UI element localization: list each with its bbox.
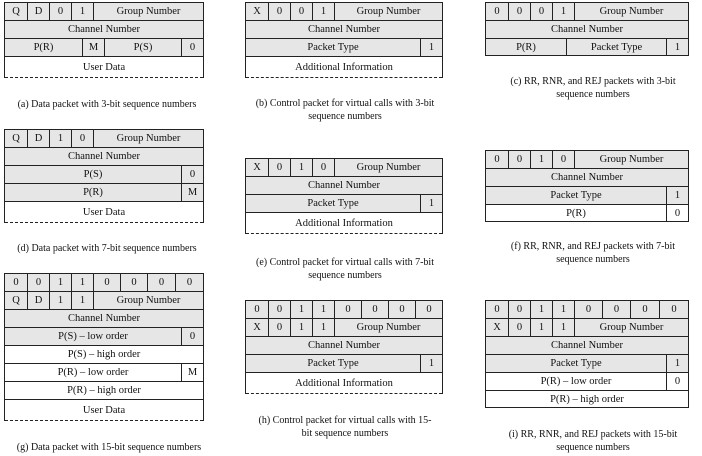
bit-cell: 0 bbox=[254, 304, 260, 315]
group-number-cell: Group Number bbox=[93, 3, 203, 20]
bit-cell: 0 bbox=[388, 301, 415, 318]
channel-number-cell: Channel Number bbox=[67, 24, 141, 35]
bit-cell: 0 bbox=[630, 301, 659, 318]
bit-cell: 1 bbox=[71, 274, 93, 291]
bit-cell: 0 bbox=[552, 151, 574, 168]
group-number-cell: Group Number bbox=[574, 319, 688, 336]
caption-line: (h) Control packet for virtual calls with 15- bbox=[258, 415, 432, 426]
bit-cell: 0 bbox=[71, 130, 93, 147]
header-row bbox=[5, 129, 203, 147]
bit-cell: 0 bbox=[494, 304, 500, 315]
user-data-row bbox=[5, 399, 203, 421]
bit-cell: X bbox=[253, 6, 261, 17]
pr-cell: P(R) bbox=[83, 187, 103, 198]
bit-cell: 0 bbox=[93, 274, 120, 291]
group-number-cell: Group Number bbox=[574, 3, 688, 20]
header-row bbox=[5, 291, 203, 309]
pr-high-row bbox=[5, 381, 203, 399]
bit-cell: 1 bbox=[666, 187, 688, 204]
additional-info-cell: Additional Information bbox=[295, 377, 393, 389]
caption-line: sequence numbers bbox=[308, 111, 382, 122]
pr-low-row bbox=[5, 363, 203, 381]
packet-e bbox=[245, 158, 443, 234]
pr-cell: P(R) bbox=[566, 207, 586, 219]
ps-high-row bbox=[5, 345, 203, 363]
bit-cell: 0 bbox=[666, 373, 688, 390]
ps-high-cell: P(S) – high order bbox=[67, 349, 141, 360]
bit-cell: 1 bbox=[666, 39, 688, 55]
packet-h bbox=[245, 300, 443, 394]
bit-cell: 0 bbox=[27, 274, 49, 291]
header-row bbox=[486, 150, 688, 168]
bit-cell: 1 bbox=[49, 292, 71, 309]
bit-cell: 1 bbox=[71, 3, 93, 20]
bit-cell: 1 bbox=[552, 319, 574, 336]
bit-cell: 0 bbox=[494, 6, 500, 17]
channel-row bbox=[246, 176, 442, 194]
caption-g: (g) Data packet with 15-bit sequence numbers bbox=[16, 442, 202, 453]
bit-cell: 1 bbox=[49, 130, 71, 147]
header-row bbox=[486, 2, 688, 20]
bit-cell: 0 bbox=[181, 328, 203, 345]
bit-cell: 1 bbox=[312, 319, 334, 336]
bit-cell: 0 bbox=[508, 3, 530, 20]
bit-cell: 0 bbox=[494, 154, 500, 165]
bit-cell: 0 bbox=[574, 301, 602, 318]
packet-type-cell: Packet Type bbox=[307, 42, 359, 53]
pr-row bbox=[5, 183, 203, 201]
pr-high-cell: P(R) – high order bbox=[67, 385, 141, 396]
bit-cell: 0 bbox=[508, 319, 530, 336]
caption-h bbox=[240, 414, 450, 440]
ps-cell: P(S) bbox=[83, 169, 103, 180]
bit-cell: 0 bbox=[175, 274, 203, 291]
extended-format-row bbox=[486, 300, 688, 318]
bit-cell: 0 bbox=[508, 151, 530, 168]
channel-number-cell: Channel Number bbox=[550, 24, 624, 35]
bit-cell: Q bbox=[12, 133, 20, 144]
caption-line: sequence numbers bbox=[556, 254, 630, 265]
bit-cell: 1 bbox=[530, 151, 552, 168]
caption-line: (i) RR, RNR, and REJ packets with 15-bit bbox=[508, 429, 678, 440]
group-number-cell: Group Number bbox=[334, 159, 442, 176]
group-number-cell: Group Number bbox=[574, 151, 688, 168]
bit-cell: 0 bbox=[49, 3, 71, 20]
bit-cell: 0 bbox=[181, 39, 203, 56]
caption-f bbox=[488, 240, 698, 266]
packet-type-cell: Packet Type bbox=[307, 198, 359, 209]
packet-c bbox=[485, 2, 689, 56]
caption-line: sequence numbers bbox=[308, 270, 382, 281]
bit-cell: 0 bbox=[181, 166, 203, 183]
group-number-cell: Group Number bbox=[93, 292, 203, 309]
pr-cell: P(R) bbox=[516, 41, 536, 53]
packet-d bbox=[4, 129, 204, 223]
packet-type-row bbox=[486, 186, 688, 204]
channel-row bbox=[486, 20, 688, 38]
caption-line: (c) RR, RNR, and REJ packets with 3-bit bbox=[510, 76, 676, 87]
header-row bbox=[246, 2, 442, 20]
packet-a bbox=[4, 2, 204, 78]
channel-number-cell: Channel Number bbox=[550, 172, 624, 183]
bit-cell: 0 bbox=[659, 301, 688, 318]
channel-row bbox=[5, 147, 203, 165]
more-bit-cell: M bbox=[82, 39, 104, 56]
header-row bbox=[5, 2, 203, 20]
caption-line: bit sequence numbers bbox=[301, 428, 389, 439]
pr-high-row bbox=[486, 390, 688, 408]
bit-cell: Q bbox=[12, 295, 20, 306]
bit-cell: 1 bbox=[290, 319, 312, 336]
bit-cell: 0 bbox=[415, 301, 442, 318]
bit-cell: X bbox=[253, 162, 261, 173]
pr-low-cell: P(R) – low order bbox=[57, 367, 129, 378]
bit-cell: X bbox=[493, 322, 501, 333]
ps-low-cell: P(S) – low order bbox=[58, 331, 128, 342]
pr-low-row bbox=[486, 372, 688, 390]
bit-cell: 0 bbox=[602, 301, 630, 318]
packet-f bbox=[485, 150, 689, 222]
pr-row bbox=[486, 204, 688, 222]
additional-info-row bbox=[246, 372, 442, 394]
bit-cell: 1 bbox=[552, 301, 574, 318]
bit-cell: 0 bbox=[666, 205, 688, 221]
bit-cell: 0 bbox=[290, 3, 312, 20]
packet-b bbox=[245, 2, 443, 78]
bit-cell: X bbox=[253, 322, 261, 333]
user-data-cell: User Data bbox=[82, 61, 126, 73]
pr-type-row bbox=[486, 38, 688, 56]
caption-b bbox=[240, 97, 450, 123]
channel-row bbox=[486, 336, 688, 354]
caption-e bbox=[240, 256, 450, 282]
packet-type-row bbox=[246, 38, 442, 56]
bit-cell: 1 bbox=[49, 274, 71, 291]
channel-row bbox=[246, 336, 442, 354]
caption-line: (e) Control packet for virtual calls with 7-bit bbox=[255, 257, 434, 268]
bit-cell: 0 bbox=[268, 3, 290, 20]
packet-type-cell: Packet Type bbox=[307, 358, 359, 369]
bit-cell: 1 bbox=[290, 159, 312, 176]
channel-number-cell: Channel Number bbox=[67, 313, 141, 324]
packet-type-row bbox=[246, 354, 442, 372]
bit-cell: 0 bbox=[147, 274, 175, 291]
header-row bbox=[246, 158, 442, 176]
caption-c bbox=[488, 75, 698, 101]
channel-number-cell: Channel Number bbox=[307, 180, 381, 191]
channel-row bbox=[246, 20, 442, 38]
bit-cell: 1 bbox=[530, 301, 552, 318]
bit-cell: 0 bbox=[334, 301, 361, 318]
bit-cell: 1 bbox=[420, 39, 442, 56]
caption-a: (a) Data packet with 3-bit sequence numbers bbox=[17, 99, 197, 110]
header-row bbox=[486, 318, 688, 336]
user-data-row bbox=[5, 201, 203, 223]
pr-cell: P(R) bbox=[33, 42, 54, 53]
bit-cell: D bbox=[27, 130, 49, 147]
bit-cell: 0 bbox=[268, 319, 290, 336]
ps-low-row bbox=[5, 327, 203, 345]
packet-g bbox=[4, 273, 204, 421]
bit-cell: 1 bbox=[420, 355, 442, 372]
bit-cell: 0 bbox=[361, 301, 388, 318]
caption-line: sequence numbers bbox=[556, 442, 630, 453]
bit-cell: 0 bbox=[268, 301, 290, 318]
bit-cell: 0 bbox=[120, 274, 147, 291]
packet-type-row bbox=[246, 194, 442, 212]
channel-row bbox=[5, 309, 203, 327]
bit-cell: 0 bbox=[13, 277, 19, 288]
user-data-row bbox=[5, 56, 203, 78]
bit-cell: 1 bbox=[530, 319, 552, 336]
bit-cell: 0 bbox=[268, 159, 290, 176]
user-data-cell: User Data bbox=[82, 206, 126, 218]
extended-format-row bbox=[5, 273, 203, 291]
channel-number-cell: Channel Number bbox=[67, 151, 141, 162]
additional-info-row bbox=[246, 212, 442, 234]
bit-cell: D bbox=[27, 3, 49, 20]
bit-cell: 1 bbox=[312, 301, 334, 318]
group-number-cell: Group Number bbox=[334, 3, 442, 20]
additional-info-cell: Additional Information bbox=[295, 217, 393, 229]
bit-cell: 0 bbox=[508, 301, 530, 318]
bit-cell: 0 bbox=[530, 3, 552, 20]
user-data-cell: User Data bbox=[82, 404, 126, 416]
packet-i bbox=[485, 300, 689, 408]
bit-cell: D bbox=[27, 292, 49, 309]
caption-d: (d) Data packet with 7-bit sequence numbers bbox=[17, 243, 197, 254]
bit-cell: 1 bbox=[420, 195, 442, 212]
header-row bbox=[246, 318, 442, 336]
ps-cell: P(S) bbox=[104, 39, 181, 56]
extended-format-row bbox=[246, 300, 442, 318]
packet-type-row bbox=[486, 354, 688, 372]
caption-line: (f) RR, RNR, and REJ packets with 7-bit bbox=[510, 241, 676, 252]
pr-low-cell: P(R) – low order bbox=[540, 376, 612, 387]
caption-line: (b) Control packet for virtual calls with 3-bit bbox=[255, 98, 435, 109]
more-bit-cell: M bbox=[181, 364, 203, 381]
caption-i bbox=[488, 428, 698, 454]
channel-number-cell: Channel Number bbox=[307, 24, 381, 35]
pr-high-cell: P(R) – high order bbox=[550, 393, 624, 405]
channel-row bbox=[486, 168, 688, 186]
ps-row bbox=[5, 165, 203, 183]
bit-cell: 1 bbox=[666, 355, 688, 372]
group-number-cell: Group Number bbox=[334, 319, 442, 336]
channel-number-cell: Channel Number bbox=[550, 340, 624, 351]
bit-cell: 1 bbox=[290, 301, 312, 318]
channel-number-cell: Channel Number bbox=[307, 340, 381, 351]
sequence-row bbox=[5, 38, 203, 56]
more-bit-cell: M bbox=[181, 184, 203, 201]
packet-type-cell: Packet Type bbox=[550, 190, 602, 201]
bit-cell: Q bbox=[12, 6, 20, 17]
packet-type-cell: Packet Type bbox=[550, 358, 602, 369]
bit-cell: 1 bbox=[552, 3, 574, 20]
additional-info-cell: Additional Information bbox=[295, 61, 393, 73]
group-number-cell: Group Number bbox=[93, 130, 203, 147]
bit-cell: 1 bbox=[71, 292, 93, 309]
additional-info-row bbox=[246, 56, 442, 78]
bit-cell: 0 bbox=[312, 159, 334, 176]
packet-type-cell: Packet Type bbox=[566, 39, 666, 55]
channel-row bbox=[5, 20, 203, 38]
bit-cell: 1 bbox=[312, 3, 334, 20]
caption-line: sequence numbers bbox=[556, 89, 630, 100]
